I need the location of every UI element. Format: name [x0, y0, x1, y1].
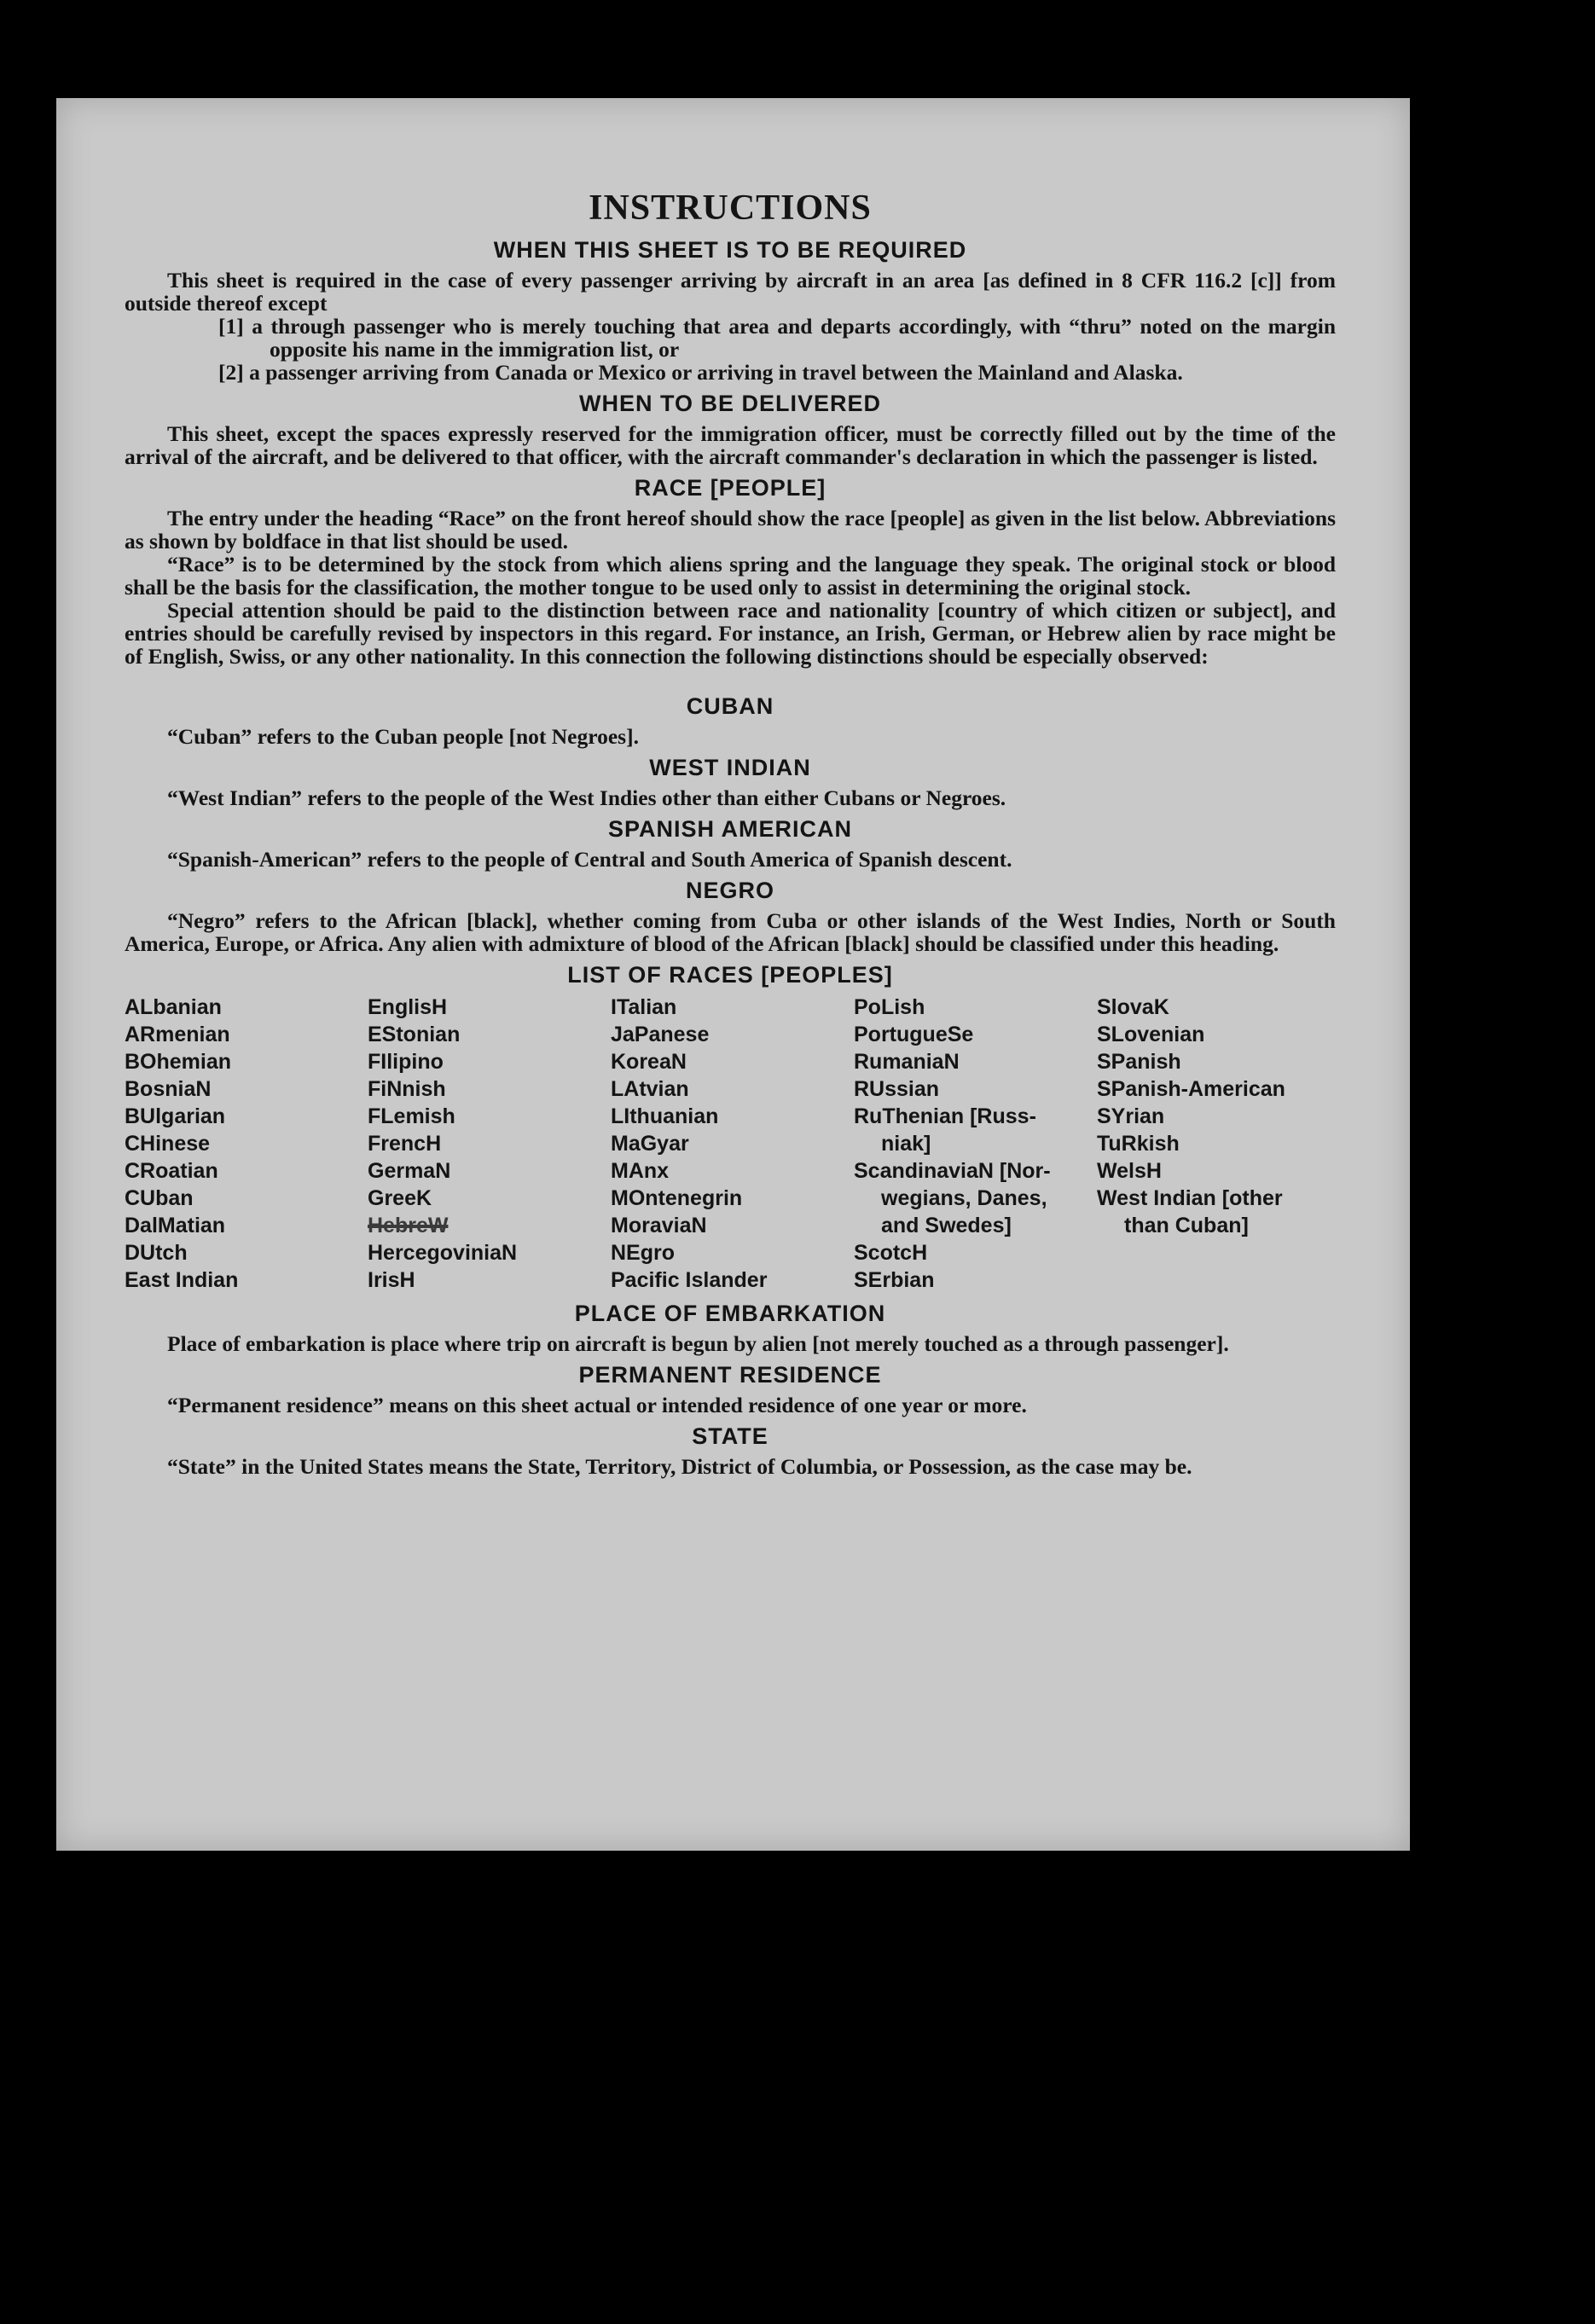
list-item: BosniaN — [125, 1077, 212, 1101]
race-paragraph-2: “Race” is to be determined by the stock from which aliens spring and the language they speak. The original stock or blood shall be the basis for the classification, the mother tongue to be used only to assist in determining the original stock. — [125, 552, 1336, 600]
list-item: DUtch — [125, 1241, 188, 1265]
list-item: KoreaN — [611, 1050, 687, 1074]
list-item: LAtvian — [611, 1077, 689, 1101]
list-item: PortugueSe — [854, 1023, 974, 1046]
list-item: MAnx — [611, 1159, 670, 1183]
section-heading-west-indian: WEST INDIAN — [649, 755, 811, 780]
list-item: ITalian — [611, 995, 677, 1019]
list-item: CRoatian — [125, 1159, 218, 1183]
section-heading-race: RACE [PEOPLE] — [634, 475, 826, 501]
embarkation-body: Place of embarkation is place where trip on aircraft is begun by alien [not merely touched as a through passenger]. — [167, 1331, 1229, 1356]
list-item: CUban — [125, 1186, 194, 1210]
list-item: BOhemian — [125, 1050, 232, 1074]
list-item-continuation: wegians, Danes, — [881, 1186, 1047, 1210]
state-body: “State” in the United States means the State, Territory, District of Columbia, or Possession, as the case may be. — [167, 1454, 1192, 1479]
races-column-1 — [125, 994, 368, 1294]
list-item: EnglisH — [368, 995, 448, 1019]
races-column-3 — [611, 994, 854, 1294]
list-item: ScotcH — [854, 1241, 928, 1265]
cuban-body: “Cuban” refers to the Cuban people [not Negroes]. — [167, 724, 639, 749]
list-item: CHinese — [125, 1132, 211, 1156]
list-item: WelsH — [1097, 1159, 1162, 1183]
delivered-body: This sheet, except the spaces expressly reserved for the immigration officer, must be correctly filled out by the time of the arrival of the aircraft, and be delivered to that officer, with the aircraft commander's declaration in which the passenger is listed. — [125, 421, 1336, 469]
list-item: ARmenian — [125, 1023, 230, 1046]
section-heading-state: STATE — [692, 1423, 768, 1449]
list-item: SPanish — [1097, 1050, 1181, 1074]
list-item: PoLish — [854, 995, 925, 1019]
list-item: IrisH — [368, 1268, 415, 1292]
race-paragraph-1: The entry under the heading “Race” on the front hereof should show the race [people] as given in the list below. Abbreviations as shown by boldface in that list should be used. — [125, 506, 1336, 553]
document-page — [56, 98, 1410, 1851]
list-item: GermaN — [368, 1159, 451, 1183]
list-item: FIlipino — [368, 1050, 444, 1074]
list-item: GreeK — [368, 1186, 432, 1210]
list-item: ScandinaviaN [Nor- — [854, 1159, 1051, 1183]
list-item: TuRkish — [1097, 1132, 1180, 1156]
races-column-2 — [368, 994, 611, 1294]
list-item: LIthuanian — [611, 1104, 719, 1128]
list-item: DalMatian — [125, 1214, 226, 1237]
list-item-continuation: and Swedes] — [881, 1214, 1012, 1237]
list-item-continuation: than Cuban] — [1124, 1214, 1249, 1237]
list-item: RUssian — [854, 1077, 940, 1101]
section-heading-residence: PERMANENT RESIDENCE — [578, 1362, 882, 1388]
section-heading-required: WHEN THIS SHEET IS TO BE REQUIRED — [493, 237, 967, 263]
list-item: SLovenian — [1097, 1023, 1205, 1046]
list-item: HercegoviniaN — [368, 1241, 518, 1265]
list-item: FrencH — [368, 1132, 442, 1156]
section-heading-delivered: WHEN TO BE DELIVERED — [578, 391, 882, 416]
list-item: NEgro — [611, 1241, 675, 1265]
negro-body: “Negro” refers to the African [black], whether coming from Cuba or other islands of the West Indies, North or South America, Europe, or Africa. Any alien with admixture of blood of the African [black] should be classified under this heading. — [125, 908, 1336, 956]
page-title: INSTRUCTIONS — [589, 188, 872, 228]
list-item: JaPanese — [611, 1023, 710, 1046]
section-heading-spanish-american: SPANISH AMERICAN — [607, 816, 852, 842]
list-item-struck-out: HebreW — [368, 1214, 449, 1237]
west-indian-body: “West Indian” refers to the people of the West Indies other than either Cubans or Negroes. — [167, 785, 1006, 810]
residence-body: “Permanent residence” means on this sheet actual or intended residence of one year or more. — [167, 1393, 1027, 1417]
races-column-4 — [854, 994, 1097, 1294]
list-item: SErbian — [854, 1268, 935, 1292]
list-item: EStonian — [368, 1023, 461, 1046]
list-item: BUlgarian — [125, 1104, 226, 1128]
list-item: RuThenian [Russ- — [854, 1104, 1036, 1128]
list-item: SlovaK — [1097, 995, 1169, 1019]
list-item: SPanish-American — [1097, 1077, 1285, 1101]
exception-item-2: [2] a passenger arriving from Canada or Mexico or arriving in travel between the Mainland and Alaska. — [218, 360, 1183, 385]
races-list — [125, 994, 1336, 1294]
race-paragraph-3: Special attention should be paid to the distinction between race and nationality [country of which citizen or subject], and entries should be carefully revised by inspectors in this regard. For instance, an Irish, German, or Hebrew alien by race might be of English, Swiss, or any other nationality. In this connection the following distinctions should be especially observed: — [125, 598, 1336, 669]
list-item-continuation: niak] — [881, 1132, 931, 1156]
instructions-content — [125, 188, 1336, 1478]
section-heading-embarkation: PLACE OF EMBARKATION — [574, 1301, 886, 1326]
spanish-american-body: “Spanish-American” refers to the people of Central and South America of Spanish descent. — [167, 847, 1012, 872]
list-item: West Indian [other — [1097, 1186, 1283, 1210]
section-heading-negro: NEGRO — [685, 878, 774, 903]
section-heading-list-of-races: LIST OF RACES [PEOPLES] — [567, 962, 893, 988]
list-item: FiNnish — [368, 1077, 446, 1101]
exception-item-1: [1] a through passenger who is merely touching that area and departs accordingly, with “thru” noted on the margin opposite his name in the immigration list, or — [218, 314, 1336, 362]
required-body: This sheet is required in the case of every passenger arriving by aircraft in an area [as defined in 8 CFR 116.2 [c]] from outside thereof except — [125, 268, 1336, 316]
list-item: MoraviaN — [611, 1214, 707, 1237]
list-item: East Indian — [125, 1268, 239, 1292]
list-item: FLemish — [368, 1104, 455, 1128]
list-item: Pacific Islander — [611, 1268, 768, 1292]
list-item: SYrian — [1097, 1104, 1165, 1128]
list-item: MOntenegrin — [611, 1186, 743, 1210]
list-item: RumaniaN — [854, 1050, 960, 1074]
section-heading-cuban: CUBAN — [686, 693, 774, 719]
races-column-5 — [1097, 994, 1336, 1294]
list-item: ALbanian — [125, 995, 222, 1019]
list-item: MaGyar — [611, 1132, 689, 1156]
